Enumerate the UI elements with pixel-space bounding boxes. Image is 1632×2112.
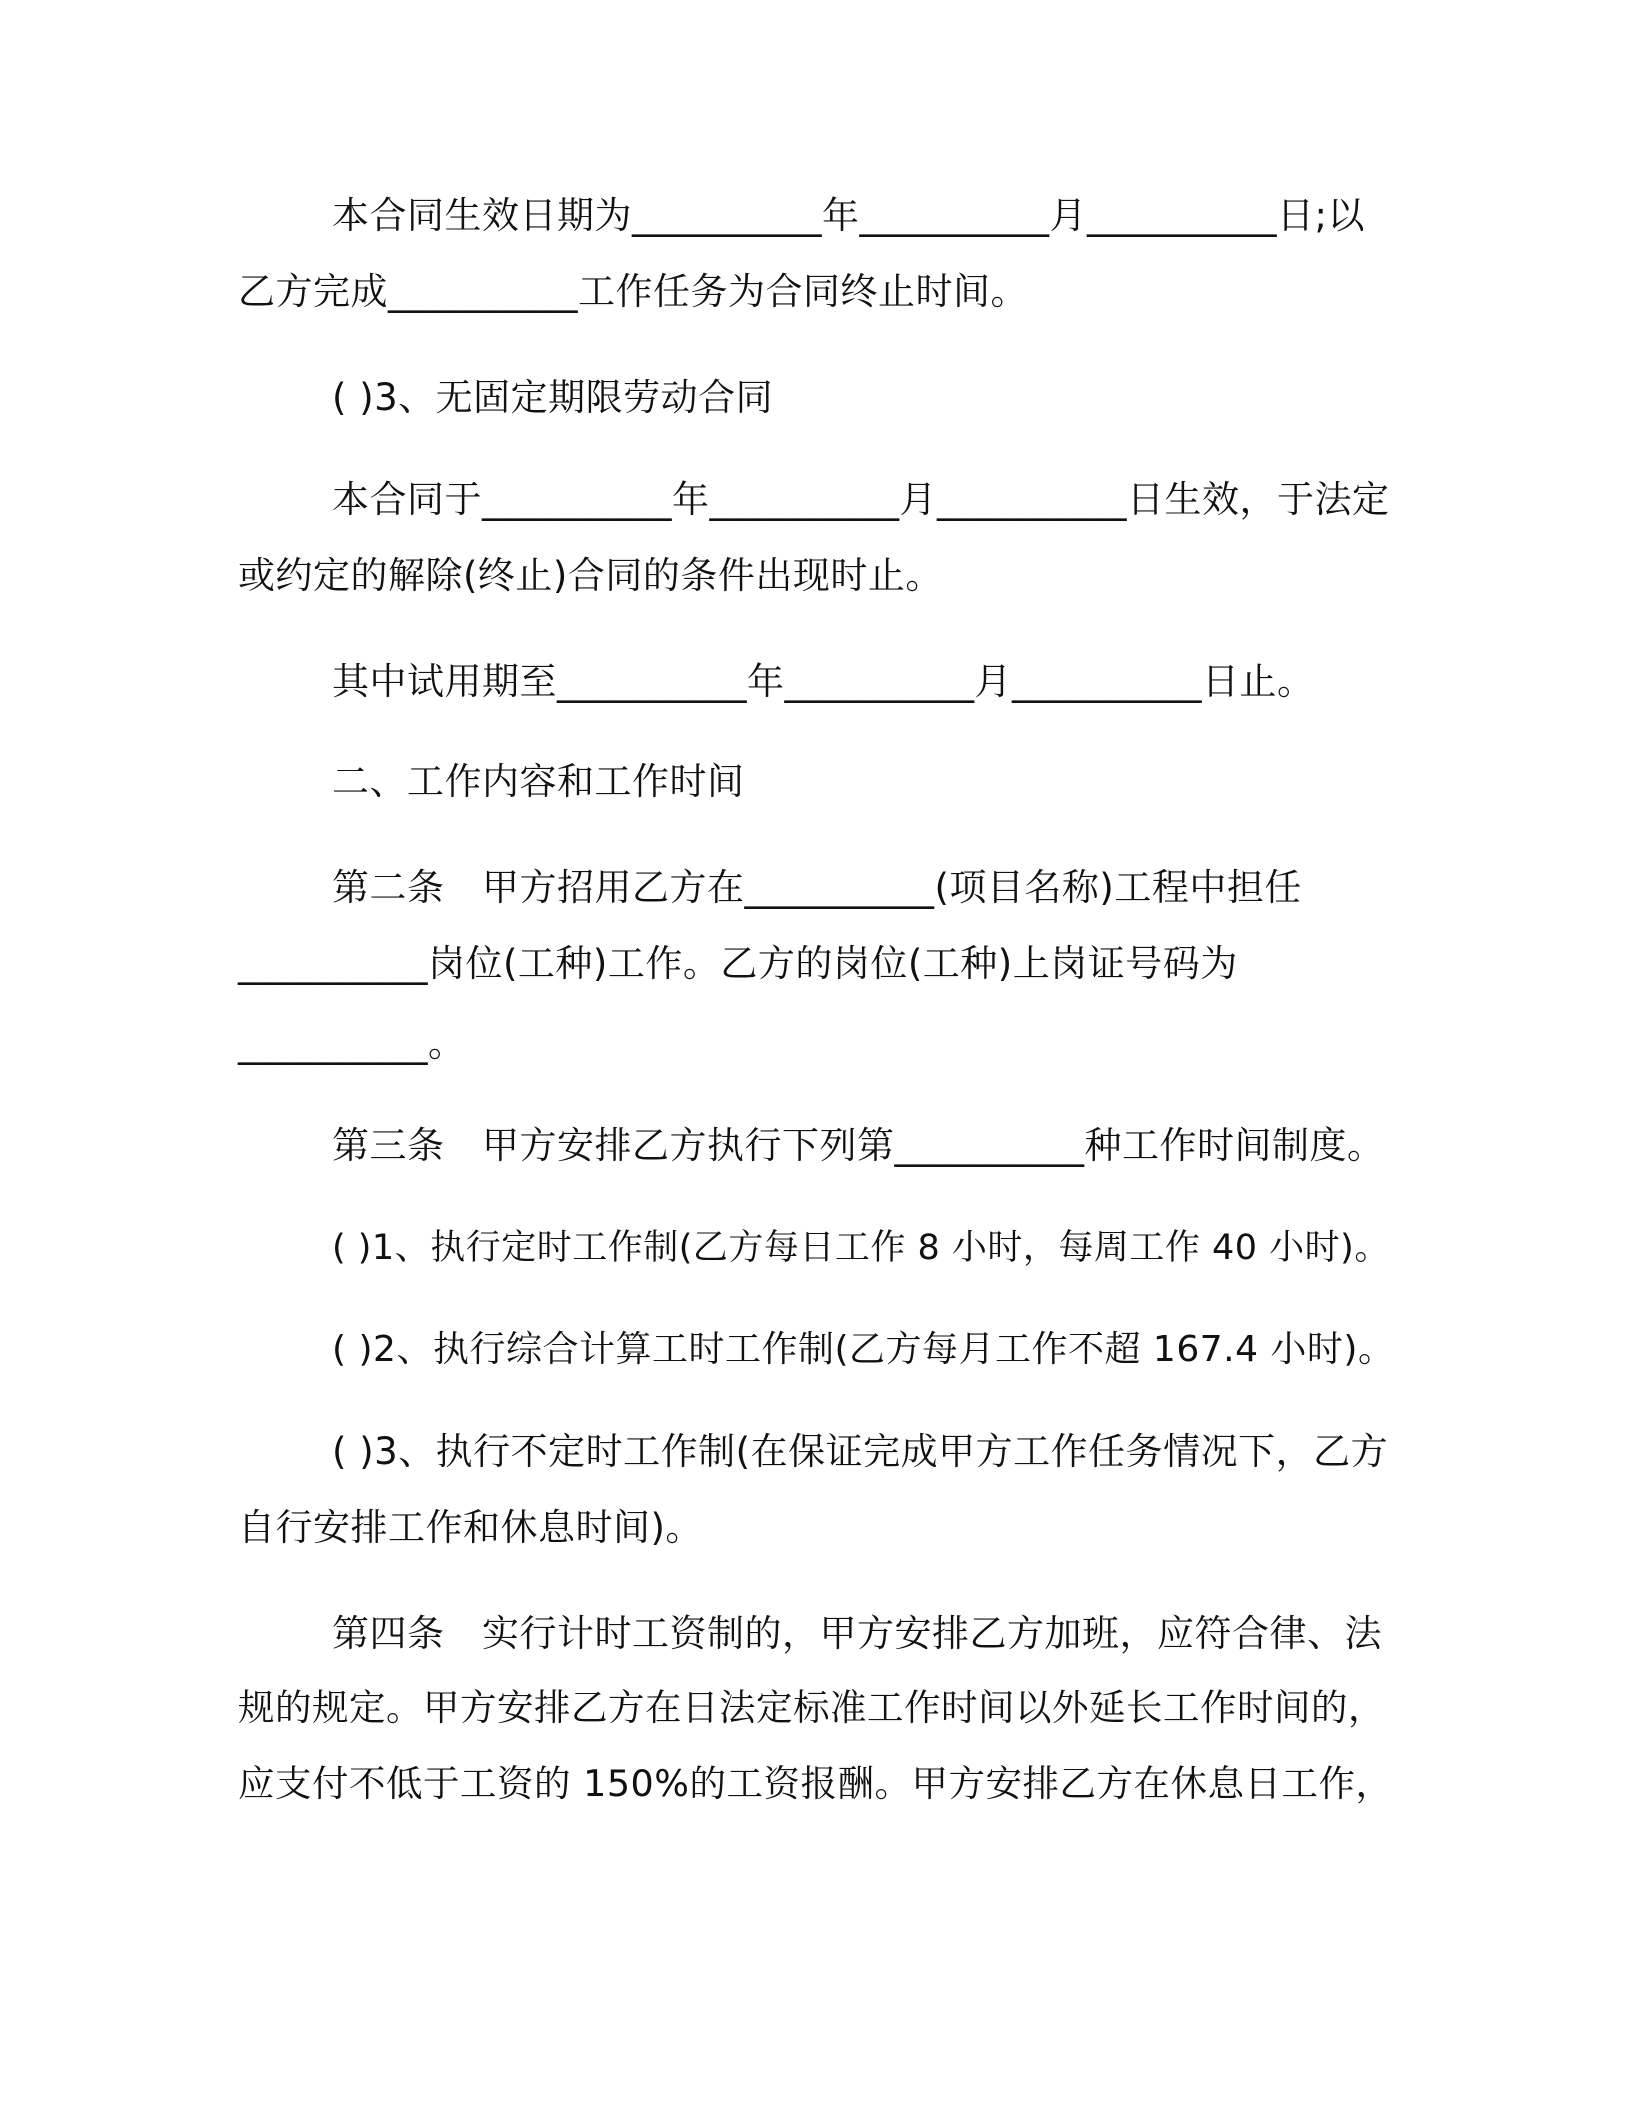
- paragraph-line: 第四条 实行计时工资制的，甲方安排乙方加班，应符合律、法: [332, 1612, 1382, 1655]
- paragraph-line: 自行安排工作和休息时间)。: [238, 1506, 703, 1549]
- paragraph-line: __________岗位(工种)工作。乙方的岗位(工种)上岗证号码为: [238, 942, 1238, 985]
- paragraph-line: 第二条 甲方招用乙方在__________(项目名称)工程中担任: [332, 866, 1302, 909]
- section-heading: 二、工作内容和工作时间: [332, 760, 745, 803]
- paragraph-line: ( )2、执行综合计算工时工作制(乙方每月工作不超 167.4 小时)。: [332, 1329, 1395, 1370]
- paragraph-line: ( )1、执行定时工作制(乙方每日工作 8 小时，每周工作 40 小时)。: [332, 1228, 1390, 1268]
- paragraph-line: 应支付不低于工资的 150%的工资报酬。甲方安排乙方在休息日工作，: [238, 1762, 1393, 1805]
- paragraph-line: 其中试用期至__________年__________月__________日止。: [332, 660, 1315, 703]
- paragraph-line: __________。: [238, 1022, 466, 1065]
- paragraph-line: 规的规定。甲方安排乙方在日法定标准工作时间以外延长工作时间的，: [238, 1686, 1385, 1729]
- paragraph-line: 第三条 甲方安排乙方执行下列第__________种工作时间制度。: [332, 1124, 1385, 1167]
- paragraph-line: 乙方完成__________工作任务为合同终止时间。: [238, 270, 1028, 313]
- paragraph-line: 本合同于__________年__________月__________日生效，于法定: [332, 478, 1390, 521]
- paragraph-line: 本合同生效日期为__________年__________月__________日;以: [332, 194, 1365, 237]
- paragraph-line: 或约定的解除(终止)合同的条件出现时止。: [238, 554, 943, 597]
- paragraph-line: ( )3、执行不定时工作制(在保证完成甲方工作任务情况下，乙方: [332, 1430, 1389, 1473]
- paragraph-line: ( )3、无固定期限劳动合同: [332, 376, 774, 419]
